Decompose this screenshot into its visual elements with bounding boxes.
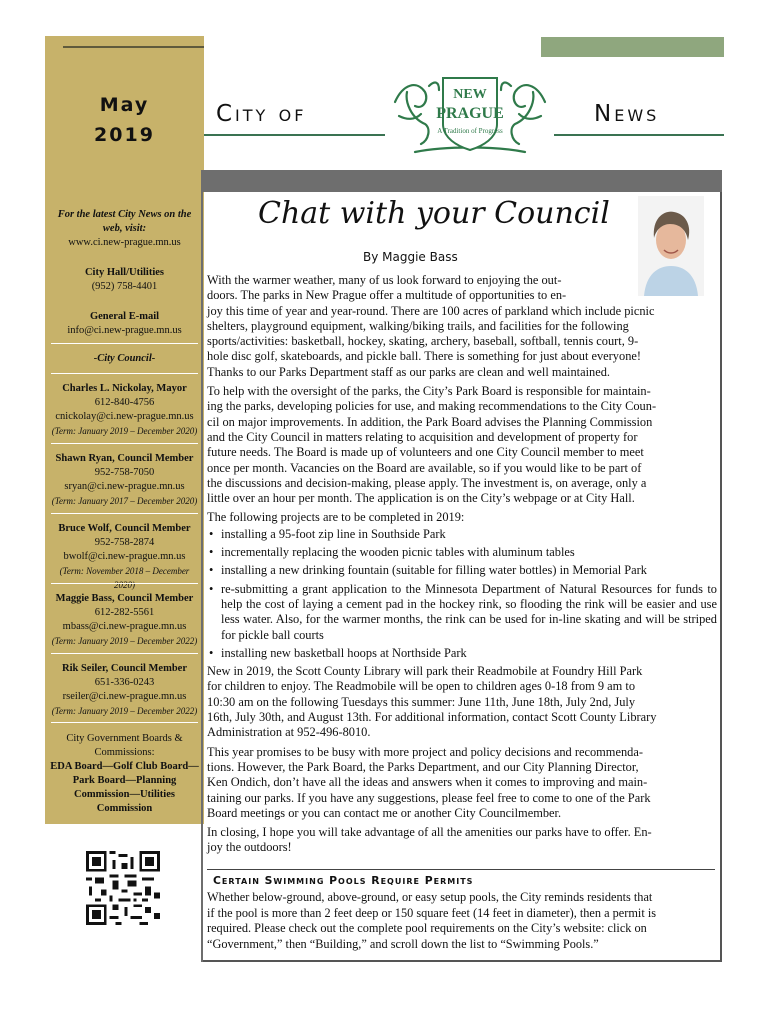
list-item: • incrementally replacing the wooden picnic tables with aluminum tables (207, 545, 717, 560)
text-line: hole disc golf, skateboards, and pickle ball. There is something for just about everyone! (207, 349, 642, 364)
boards-list-line: EDA Board—Golf Club Board— (50, 761, 199, 772)
text-line: With the warmer weather, many of us look forward to enjoying the out- (207, 273, 562, 287)
masthead-rule-right (554, 134, 724, 136)
pools-section-body (207, 890, 717, 952)
text-line: joy the outdoors! (207, 840, 292, 855)
text-line: To help with the oversight of the parks, the City’s Park Board is responsible for maintain- (207, 384, 651, 399)
council-member-email[interactable]: mbass@ci.new-prague.mn.us (62, 621, 187, 632)
text-line: 10:30 am on the following Tuesdays this summer: June 11th, June 18th, July 2nd, July (207, 694, 636, 709)
text-line: cil on major improvements. In addition, the Park Board advises the Planning Commission (207, 414, 653, 429)
list-item: • installing new basketball hoops at Northside Park (207, 646, 717, 661)
text-line: the discussions and decision-making, please apply. The investment is, on average, only a (207, 475, 647, 490)
council-member-name: Charles L. Nickolay, Mayor (62, 383, 187, 394)
council-member-term: (Term: January 2017 – December 2020) (51, 496, 198, 506)
list-item: • installing a 95-foot zip line in Southside Park (207, 527, 717, 542)
council-heading-block (49, 352, 200, 366)
council-member-email[interactable]: rseiler@ci.new-prague.mn.us (62, 691, 187, 702)
issue-month: May (99, 94, 150, 116)
council-member (49, 592, 200, 648)
sidebar (45, 36, 204, 824)
article-byline: By Maggie Bass (363, 250, 458, 264)
council-member-phone[interactable]: 651-336-0243 (94, 677, 155, 688)
issue-year: 2019 (94, 124, 155, 146)
boards-heading-line: City Government Boards & (66, 733, 183, 744)
list-item: • re-submitting a grant application to the Minnesota Department of Natural Resources for funds to help the cost of laying a cement pad in the hockey rink, so flooding the rink will be easier and use less water. Also, for the warmer months, the rink can be used for in-line skating and will be striped for pickle ball courts (207, 582, 717, 643)
council-member-email[interactable]: cnickolay@ci.new-prague.mn.us (55, 411, 194, 422)
logo-name-line2: PRAGUE (436, 105, 504, 122)
text-line: Ken Ondich, don’t have all the ideas and answers when it comes to improving and main- (207, 775, 648, 790)
main-top-bar (203, 170, 722, 192)
email-address[interactable]: info@ci.new-prague.mn.us (67, 325, 182, 336)
text-line: future needs. The Board is made up of volunteers and one City Council member to meet (207, 445, 644, 460)
website-url[interactable]: www.ci.new-prague.mn.us (68, 237, 181, 248)
logo-tagline: A Tradition of Progress (437, 127, 503, 135)
new-prague-lion-crest-logo (385, 62, 555, 162)
city-hall-label: City Hall/Utilities (84, 267, 165, 278)
masthead-rule-left (204, 134, 385, 136)
boards-heading-line: Commissions: (94, 747, 155, 758)
city-hall-info (49, 266, 200, 294)
logo-name-line1: NEW (453, 87, 487, 102)
boards-list-line: Commission—Utilities (74, 789, 175, 800)
main-left-bar (201, 170, 203, 962)
article-headline: Chat with your Council (258, 196, 610, 231)
text-line: New in 2019, the Scott County Library will park their Readmobile at Foundry Hill Park (207, 664, 643, 679)
text-line: 16th, July 30th, and August 13th. For additional information, contact Scott County Library (207, 710, 657, 725)
council-member-term: (Term: November 2018 – December 2020) (59, 566, 190, 590)
text-line: sports/activities: basketball, hockey, skating, archery, baseball, softball, tennis court, 9- (207, 334, 639, 349)
council-member-phone[interactable]: 952-758-2874 (94, 537, 155, 548)
council-member-name: Maggie Bass, Council Member (55, 593, 194, 604)
website-intro-line: web, visit: (102, 223, 147, 234)
sidebar-divider (51, 653, 198, 654)
text-line: and the City Council in matters relating to acquisition and development of property for (207, 429, 638, 444)
pools-section-title: Certain Swimming Pools Require Permits (213, 874, 474, 887)
sidebar-divider (51, 373, 198, 374)
council-member-name: Shawn Ryan, Council Member (55, 453, 194, 464)
section-divider (207, 869, 715, 870)
text-line: Administration at 952-496-8010. (207, 725, 371, 740)
issue-date (45, 90, 204, 150)
sidebar-divider (51, 722, 198, 723)
text-line: shelters, playground equipment, walking/biking trails, and facilities for the following (207, 318, 629, 333)
text-line: joy this time of year and year-round. There are 100 acres of parkland which include picnic (207, 303, 655, 318)
text-line: taining our parks. If you have any suggestions, please feel free to come to one of the Park (207, 790, 651, 805)
text-line: Whether below-ground, above-ground, or easy setup pools, the City reminds residents that (207, 890, 653, 904)
council-member-phone[interactable]: 612-282-5561 (94, 607, 155, 618)
council-member-email[interactable]: bwolf@ci.new-prague.mn.us (63, 551, 186, 562)
council-member (49, 452, 200, 508)
sidebar-divider (51, 443, 198, 444)
article-paragraph (207, 384, 717, 506)
text-line: Thanks to our Parks Department staff as our parks are clean and well maintained. (207, 364, 611, 379)
article-body (207, 273, 717, 860)
council-member-name: Rik Seiler, Council Member (61, 663, 187, 674)
projects-intro: The following projects are to be completed in 2019: (207, 510, 465, 525)
boards-info (49, 732, 200, 816)
sidebar-divider (51, 583, 198, 584)
list-item: • installing a new drinking fountain (suitable for filling water bottles) in Memorial Park (207, 563, 717, 578)
council-member-term: (Term: January 2019 – December 2020) (51, 426, 198, 436)
text-line: little over an hour per month. The application is on the City’s webpage or at City Hall. (207, 491, 635, 506)
council-member-term: (Term: January 2019 – December 2022) (51, 706, 198, 716)
sidebar-divider (51, 343, 198, 344)
council-member-name: Bruce Wolf, Council Member (58, 523, 191, 534)
text-line: for children to enjoy. The Readmobile will be open to children ages 0-18 from 9 am to (207, 679, 636, 694)
boards-list-line: Commission (96, 803, 153, 814)
text-line: This year promises to be busy with more project and policy decisions and recommenda- (207, 744, 643, 759)
boards-list-line: Park Board—Planning (72, 775, 177, 786)
email-label: General E-mail (89, 311, 160, 322)
council-member-term: (Term: January 2019 – December 2022) (51, 636, 198, 646)
text-line: tions. However, the Park Board, the Parks Department, and our City Planning Director, (207, 759, 639, 774)
city-hall-phone[interactable]: (952) 758-4401 (91, 281, 158, 292)
sidebar-top-rule (63, 46, 204, 48)
council-member-email[interactable]: sryan@ci.new-prague.mn.us (64, 481, 185, 492)
council-member-phone[interactable]: 612-840-4756 (94, 397, 155, 408)
text-line: once per month. Vacancies on the Board are available, so if you would like to be part of (207, 460, 642, 475)
council-member (49, 662, 200, 718)
text-line: if the pool is more than 2 feet deep or 150 square feet (14 feet in diameter), then a permit is (207, 905, 657, 920)
qr-code-icon[interactable] (86, 851, 160, 925)
text-line: ing the parks, developing policies for use, and making recommendations to the City Coun- (207, 399, 657, 414)
text-line: required. Please check out the complete pool requirements on the City’s website: click on (207, 921, 647, 935)
header-accent-bar (541, 37, 724, 57)
council-member-phone[interactable]: 952-758-7050 (94, 467, 155, 478)
council-member (49, 522, 200, 592)
article-paragraph (207, 825, 717, 856)
email-info (49, 310, 200, 338)
article-paragraph (207, 273, 717, 380)
sidebar-divider (51, 513, 198, 514)
website-intro-line: For the latest City News on the (57, 209, 192, 220)
text-line: In closing, I hope you will take advantage of all the amenities our parks have to offer. En- (207, 825, 652, 840)
website-info (49, 208, 200, 250)
text-line: doors. The parks in New Prague offer a multitude of opportunities to en- (207, 288, 567, 303)
article-paragraph (207, 745, 717, 821)
text-line: “Government,” then “Building,” and scroll down the list to “Swimming Pools.” (207, 936, 599, 951)
masthead-news: News (594, 101, 660, 127)
masthead-city-of: City of (216, 101, 307, 127)
projects-list (207, 527, 717, 661)
council-member (49, 382, 200, 438)
article-paragraph (207, 664, 717, 740)
text-line: Board meetings or you can contact me or another City Councilmember. (207, 805, 562, 820)
council-heading: -City Council- (93, 353, 156, 364)
